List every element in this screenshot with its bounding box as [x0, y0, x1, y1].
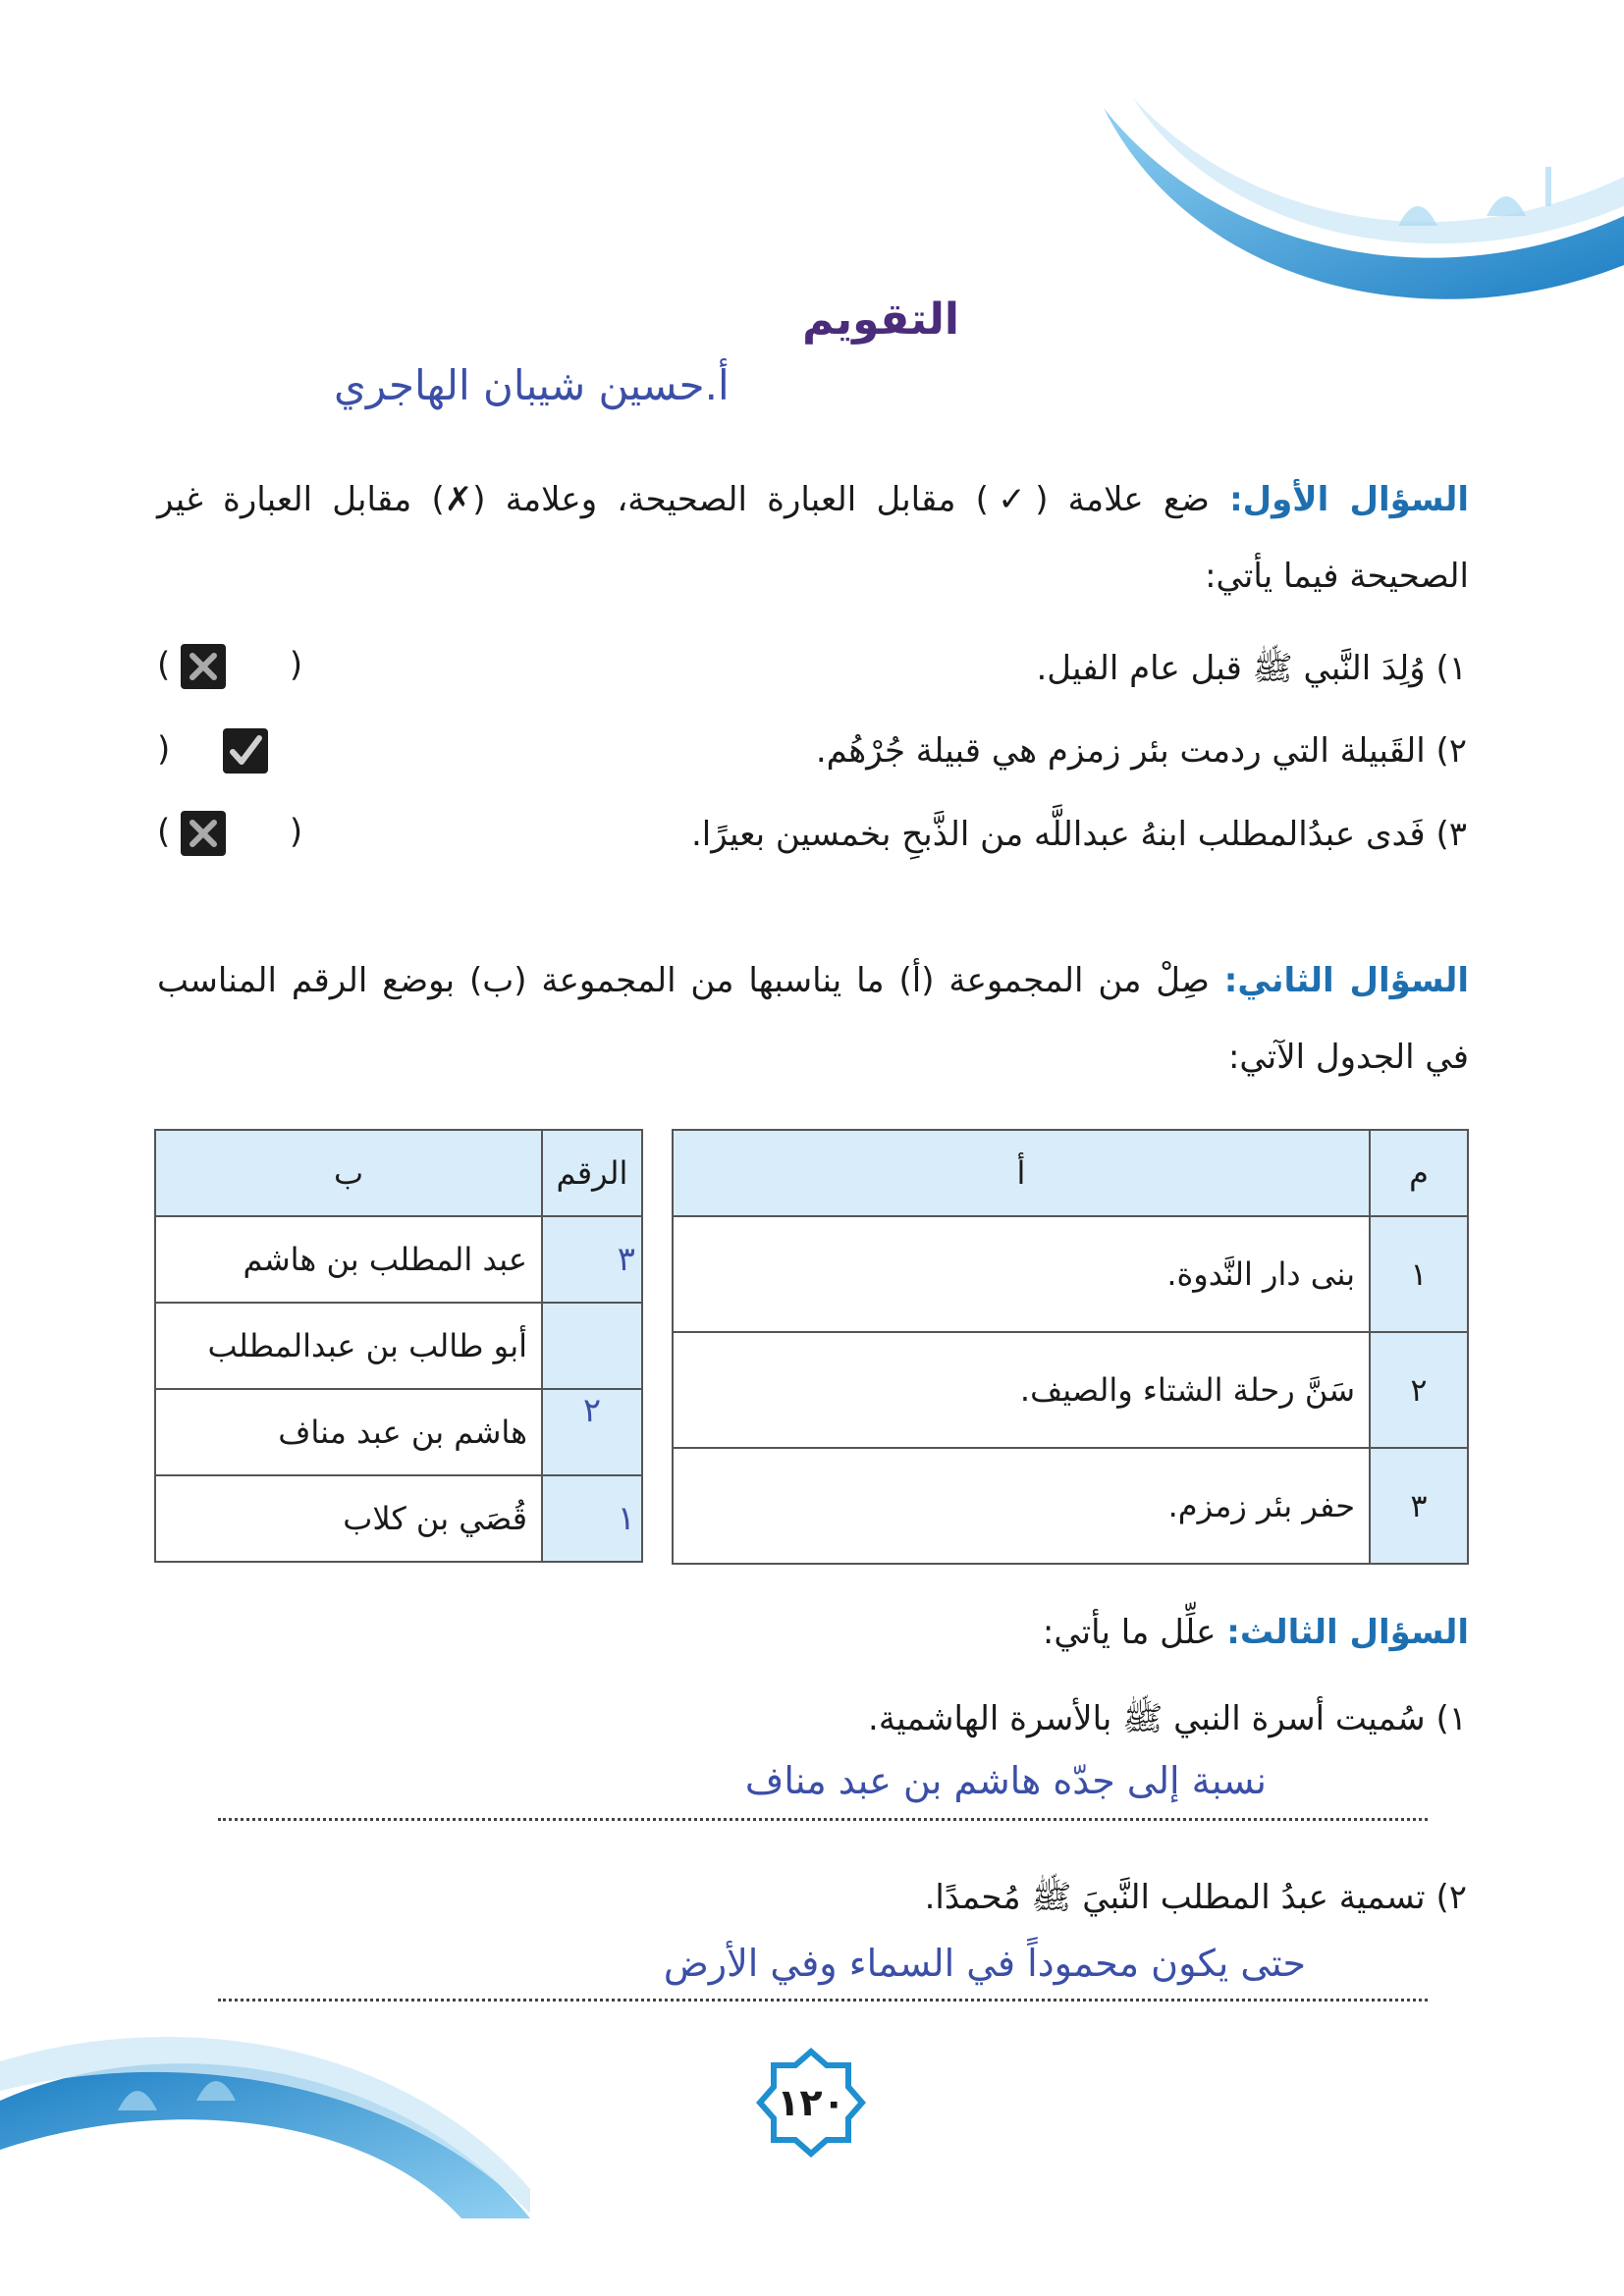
q2-instruction-text: صِلْ من المجموعة (أ) ما يناسبها من المجموعة (ب) بوضع الرقم المناسب في الجدول الآتي:: [157, 961, 1469, 1077]
cross-mark-icon: [181, 644, 226, 689]
q2-label: السؤال الثاني:: [1223, 961, 1470, 1000]
header-group-b: ب: [155, 1130, 542, 1216]
row-text: قُصَي بن كلاب: [155, 1475, 542, 1562]
title-block: [0, 294, 1624, 345]
table-row: [155, 1216, 642, 1303]
header-index: م: [1370, 1130, 1468, 1216]
table-row: [155, 1475, 642, 1562]
q3-instruction-text: علِّل ما يأتي:: [1042, 1613, 1217, 1652]
author-name: أ.حسين شيبان الهاجري: [334, 361, 730, 409]
table-row: [155, 1389, 642, 1475]
q3-label: السؤال الثالث:: [1226, 1613, 1469, 1652]
cross-mark-icon: [181, 811, 226, 856]
answer-number: ٣: [542, 1216, 642, 1303]
row-text: هاشم بن عبد مناف: [155, 1389, 542, 1475]
q3-item-number: ١): [1435, 1699, 1467, 1738]
table-group-b: [154, 1129, 643, 1563]
table-row: [673, 1332, 1468, 1448]
q3-instruction: [157, 1594, 1469, 1671]
page-number-badge: [756, 2048, 866, 2158]
row-text: عبد المطلب بن هاشم: [155, 1216, 542, 1303]
q1-instruction-text: ضع علامة (✓) مقابل العبارة الصحيحة، وعلامة (✗) مقابل العبارة غير الصحيحة فيما يأتي:: [157, 480, 1469, 596]
row-text: سَنَّ رحلة الشتاء والصيف.: [673, 1332, 1370, 1448]
q3-answer-1: نسبة إلى جدّه هاشم بن عبد مناف: [744, 1759, 1267, 1802]
table-group-a: [672, 1129, 1469, 1565]
q1-item-number: ١): [1435, 649, 1467, 688]
q1-label: السؤال الأول:: [1229, 480, 1470, 519]
page-number: ١٢٠: [777, 2081, 845, 2124]
table-row: [673, 1448, 1468, 1564]
page-title: التقويم: [802, 294, 959, 345]
q1-item-number: ٣): [1435, 815, 1467, 854]
row-text: أبو طالب بن عبدالمطلب: [155, 1303, 542, 1389]
answer-number: ٢: [542, 1389, 642, 1475]
q1-answer-1: ( ): [157, 644, 302, 689]
q3-answer-2: حتى يكون محموداً في السماء وفي الأرض: [663, 1942, 1306, 1985]
q3-item-text: سُميت أسرة النبي ﷺ بالأسرة الهاشمية.: [868, 1699, 1426, 1738]
q1-item-text: وُلِدَ النَّبي ﷺ قبل عام الفيل.: [1036, 649, 1426, 688]
table-header-row: [155, 1130, 642, 1216]
table-row: [673, 1216, 1468, 1332]
bottom-left-decoration: [0, 1993, 550, 2228]
q1-answer-2: ): [157, 728, 268, 774]
row-number: ١: [1370, 1216, 1468, 1332]
answer-line: [218, 1818, 1428, 1821]
q1-item-1: [1036, 648, 1467, 696]
header-group-a: أ: [673, 1130, 1370, 1216]
q1-item-3: [691, 815, 1467, 854]
q1-item-text: فَدى عبدُالمطلب ابنهُ عبداللَّه من الذَّبحِ بخمسين بعيرًا.: [690, 815, 1426, 854]
table-header-row: [673, 1130, 1468, 1216]
q1-item-2: [816, 731, 1467, 771]
q1-item-number: ٢): [1435, 731, 1467, 771]
check-mark-icon: [223, 728, 268, 774]
q1-instruction: [157, 461, 1469, 614]
q3-item-1: [868, 1698, 1467, 1746]
q2-instruction: [157, 942, 1469, 1095]
q1-answer-3: ( ): [157, 811, 302, 856]
row-number: ٣: [1370, 1448, 1468, 1564]
q1-item-text: القَبيلة التي ردمت بئر زمزم هي قبيلة جُرْهُم.: [815, 731, 1426, 771]
table-row: [155, 1303, 642, 1389]
q3-item-text: تسمية عبدُ المطلب النَّبيَ ﷺ مُحمدًا.: [924, 1878, 1426, 1917]
answer-line: [218, 1999, 1428, 2002]
q3-item-2: [925, 1877, 1467, 1925]
q3-item-number: ٢): [1435, 1878, 1467, 1917]
header-number: الرقم: [542, 1130, 642, 1216]
answer-number: [542, 1303, 642, 1389]
row-number: ٢: [1370, 1332, 1468, 1448]
row-text: حفر بئر زمزم.: [673, 1448, 1370, 1564]
answer-number: ١: [542, 1475, 642, 1562]
row-text: بنى دار النَّدوة.: [673, 1216, 1370, 1332]
